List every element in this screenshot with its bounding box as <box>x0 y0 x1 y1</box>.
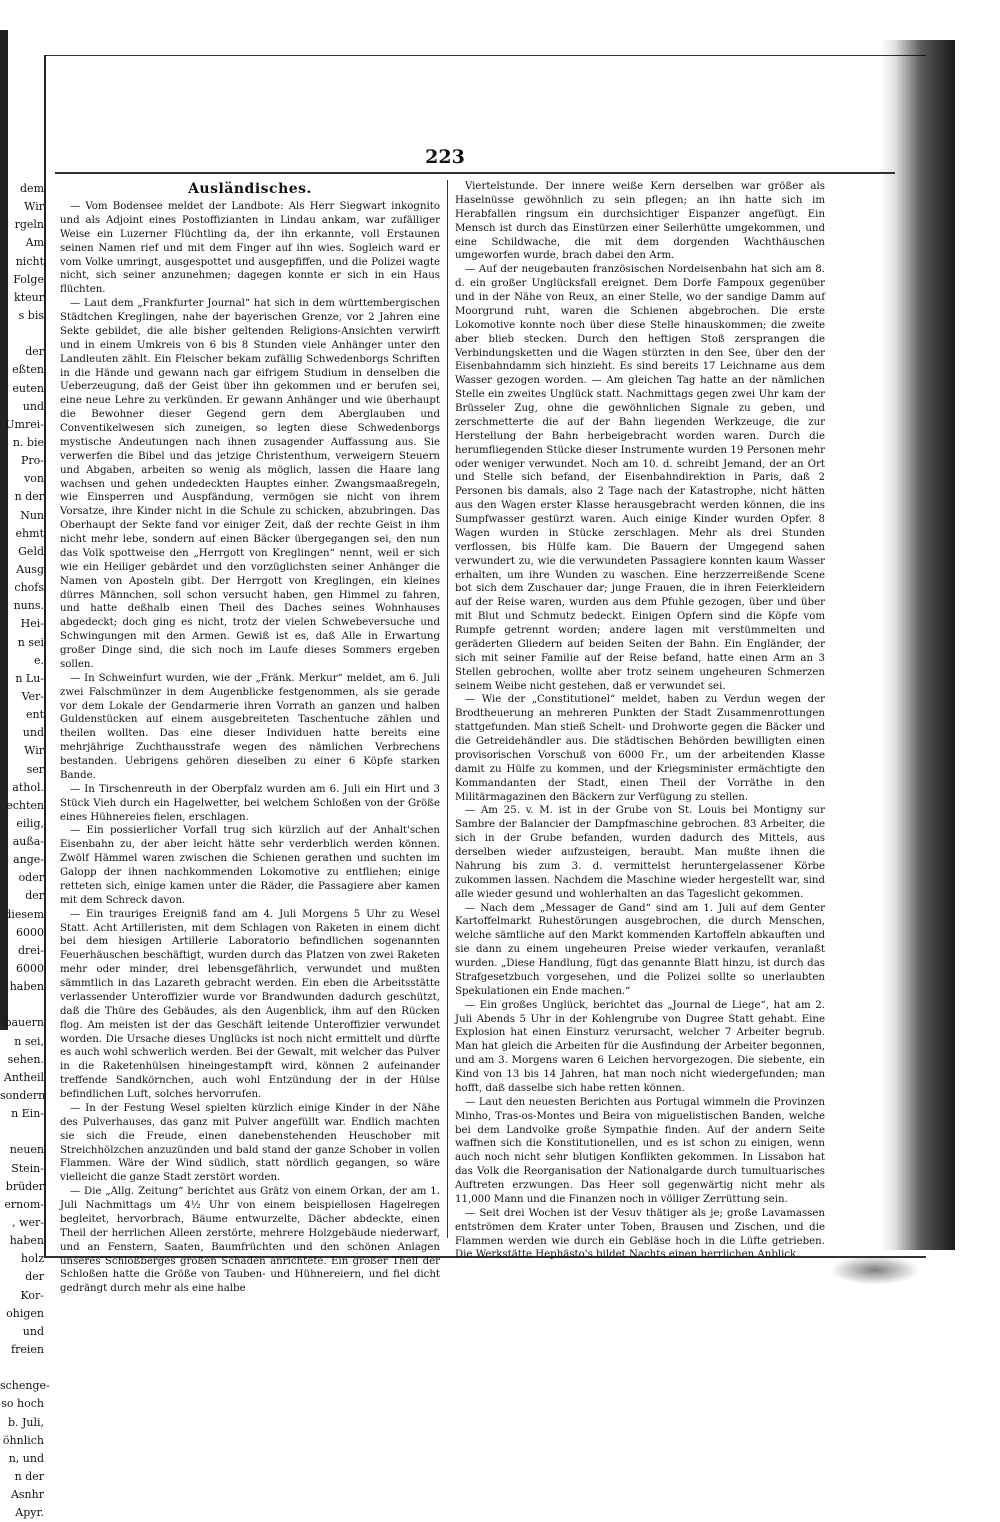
margin-fragment: Ausg <box>16 562 44 576</box>
margin-fragment: neuen <box>9 1143 44 1157</box>
margin-fragment: und <box>22 399 44 413</box>
margin-fragment: n Ein- <box>11 1107 44 1121</box>
margin-fragment: n, und <box>8 1451 44 1465</box>
margin-fragment: Pro- <box>21 454 44 468</box>
margin-fragment: bauern <box>4 1016 44 1030</box>
margin-fragment: Umrei- <box>5 417 44 431</box>
margin-fragment: euten <box>12 381 44 395</box>
margin-fragment: kteur <box>14 290 44 304</box>
margin-fragment: und <box>22 1324 44 1338</box>
column-divider <box>447 180 448 1238</box>
margin-fragment: ent <box>25 708 44 722</box>
margin-fragment <box>0 1359 44 1377</box>
margin-fragment: holz <box>20 1252 44 1266</box>
article-paragraph: — Laut den neuesten Berichten aus Portugal wimmeln die Provinzen Minho, Tras-os-Montes und Beira von miguelistischen Banden, welche bei dem Landvolke große Sympathie finden. Auf der andern Seite waffnen sich die Konstitutionellen, und es ist schon zu einigen, wenn auch noch nicht sehr blutigen Konflikten gekommen. In Lissabon hat das Volk die Reorganisation der Nationalgarde durch tumultuarisches Auftreten erzwungen. Das Heer soll gegenwärtig nicht mehr als 11,000 Mann und die Finanzen noch in völliger Zerrüttung sein. <box>455 1096 825 1205</box>
margin-fragment: brüder <box>5 1179 44 1193</box>
margin-fragment <box>0 1123 44 1141</box>
margin-fragment: oder <box>18 871 44 885</box>
margin-fragment <box>0 325 44 343</box>
margin-fragment: chofs <box>14 581 44 595</box>
header-rule <box>55 172 895 174</box>
margin-fragment: b. Juli, <box>7 1415 44 1429</box>
left-column <box>60 180 440 1295</box>
margin-fragment: Stein- <box>11 1161 44 1175</box>
margin-fragment: ohigen <box>6 1306 44 1320</box>
margin-fragment: athol. <box>12 780 44 794</box>
article-paragraph: — Ein possierlicher Vorfall trug sich kürzlich auf der Anhalt'schen Eisenbahn zu, der aber leicht hätte sehr verderblich werden können. Zwölf Hämmel waren zwischen die Schienen gerathen und suchten im Galopp der ihnen nachkommenden Lokomotive zu entfliehen; einige retteten sich, einige kamen unter die Räder, die Passagiere aber kamen mit dem Schreck davon. <box>60 825 440 906</box>
margin-fragment: Apyr. <box>15 1506 44 1520</box>
article-paragraph: — In Schweinfurt wurden, wie der „Fränk. Merkur“ meldet, am 6. Juli zwei Falschmünzer in dem Augenblicke festgenommen, als sie gerade vor dem Lokale der Gendarmerie ihren Vorrath an ganzen und halben Guldenstücken auf einem ausgebreiteten Taschentuche zählen und theilen wollten. Das eine dieser Individuen hatte bereits eine mehrjährige Zuchthausstrafe wegen des nämlichen Verbrechens bestanden. Uebrigens gehören dieselben zu einer 6 Köpfe starken Bande. <box>60 672 440 781</box>
adjacent-page-fragments <box>0 180 50 1520</box>
margin-fragment: von <box>24 472 44 486</box>
margin-fragment: s bis <box>18 308 44 322</box>
margin-fragment: eßten <box>12 363 44 377</box>
margin-fragment: Ver- <box>21 689 44 703</box>
article-paragraph: — Auf der neugebauten französischen Nordeisenbahn hat sich am 8. d. ein großer Unglücksfall ereignet. Dem Dorfe Fampoux gegenüber und in der Nähe von Reux, an einer Stelle, wo der sandige Damm auf Moorgrund ruht, waren die Schienen abgebrochen. Die erste Lokomotive konnte noch über diese Stelle hinauskommen; die zweite aber blieb stecken. Durch den heftigen Stoß zersprangen die Verbindungsketten und die Wagen stürzten in den See, über den der Eisenbahndamm sich hinzieht. Es sind bereits 17 Leichname aus dem Wasser gezogen worden. — Am gleichen Tag hatte an der nämlichen Stelle ein zweites Unglück statt. Nachmittags gegen zwei Uhr kam der Brüsseler Zug, ohne die gewöhnlichen Signale zu geben, und zerschmetterte die auf der Bahn liegenden Werkzeuge, die zur Herstellung der Bahn herbeigebracht worden waren. Durch die herumfliegenden Stücke dieser Instrumente wurden 19 Personen mehr oder weniger verwundet. Noch am 10. d. schreibt Jemand, der an Ort und Stelle sich befand, der Eisenbahndirektion in Paris, daß 2 Personen bis damals, also 2 Tage nach der Katastrophe, nicht hätten aus den Wagen erster Klasse herausgebracht werden können, die ins Sumpfwasser gestürzt waren. Auch einige Kinder wurden Opfer. 8 Wagen wurden in Stücke zerschlagen. Mehr als drei Stunden verflossen, bis Hülfe kam. Die Bauern der Umgegend sahen verwundert zu, wie die verwundeten Passagiere konnten kaum Wasser erhalten, um ihre Wunden zu waschen. Eine herzzerreißende Scene bot sich dem Zuschauer dar; junge Frauen, die in ihren Feierkleidern auf der Reise waren, wurden aus dem Pfuhle gezogen, über und über mit Blut und Schmutz bedeckt. Einigen Opfern sind die Köpfe vom Rumpfe getrennt worden; andere lagen mit verstümmelten und geräderten Gliedern auf beiden Seiten der Bahn. Ein Engländer, der sich mit seiner Familie auf der Reise befand, hatte einen Arm an 3 Stellen gebrochen, wollte aber trotz seinem ungeheuren Schmerzen seinem Weibe nicht gestehen, daß er verwundet sei. <box>455 264 825 692</box>
ink-stain <box>830 1255 920 1285</box>
article-paragraph: — Die „Allg. Zeitung“ berichtet aus Grätz von einem Orkan, der am 1. Juli Nachmittags um 4½ Uhr von einem beispiellosen Hagelregen begleitet, hervorbrach, Bäume entwurzelte, Dächer abdeckte, einen Theil der herrlichen Alleen zerstörte, mehrere Holzgebäude niederwarf, und an Fenstern, Saaten, Baumfrüchten und den schönen Anlagen unseres Schloßberges großen Schaden anrichtete. Ein großer Theil der Schloßen hatte die Größe von Tauben- und Hühnereiern, und fiel dicht gedrängt durch mehr als eine halbe <box>60 1186 440 1295</box>
margin-fragment: öhnlich <box>2 1433 44 1447</box>
margin-fragment: so hoch <box>1 1397 44 1411</box>
margin-fragment: Am <box>25 236 44 250</box>
margin-fragment: 6000 <box>16 925 44 939</box>
margin-fragment: schenge- <box>0 1379 50 1393</box>
margin-fragment: drei- <box>17 943 44 957</box>
margin-fragment: 6000 <box>16 962 44 976</box>
margin-fragment: nuns. <box>13 599 44 613</box>
margin-fragment: ange- <box>13 853 44 867</box>
margin-fragment: nicht <box>15 254 44 268</box>
margin-fragment: sondern <box>0 1089 46 1103</box>
section-title: Ausländisches. <box>188 181 312 197</box>
margin-fragment: Asnhr <box>10 1488 44 1502</box>
margin-fragment: Wir <box>24 744 44 758</box>
margin-fragment: der <box>25 889 44 903</box>
margin-fragment: diesem <box>4 907 44 921</box>
margin-fragment: Wir <box>24 200 44 214</box>
margin-fragment: ehmt <box>15 526 44 540</box>
margin-fragment: ser <box>26 762 44 776</box>
article-paragraph: Viertelstunde. Der innere weiße Kern derselben war größer als Haselnüsse gewöhnlich zu sein pflegen; an ihn hatte sich im Herabfallen ringsum ein durchsichtiger Eispanzer angefügt. Ein Mensch ist durch das Einstürzen einer Seilerhütte umgekommen, und eine Schildwache, die mit dem dorgenden Wachthäuschen umgeworfen wurde, brach dabei den Arm. <box>455 181 825 262</box>
margin-fragment: ernom- <box>4 1197 44 1211</box>
article-paragraph: — Ein großes Unglück, berichtet das „Journal de Liege“, hat am 2. Juli Abends 5 Uhr in der Kohlengrube von Dugree Statt gehabt. Eine Explosion hat einen Einsturz verursacht, welcher 7 Arbeiter begrub. Man hat gleich die Arbeiten für die Ausfindung der Arbeiter begonnen, und am 3. Morgens waren 6 Leichen hervorgezogen. Die siebente, ein Kind von 13 bis 14 Jahren, hat man noch nicht wiedergefunden; man hofft, daß dasselbe sich habe retten können. <box>455 999 825 1094</box>
margin-fragment: Folge <box>13 272 44 286</box>
margin-fragment: freien <box>11 1343 44 1356</box>
article-paragraph: — Nach dem „Messager de Gand“ sind am 1. Juli auf dem Genter Kartoffelmarkt Ruhestörungen ausgebrochen, die durch Menschen, welche sämtliche auf den Markt kommenden Kartoffeln abkauften und sie dann zu einem ungeheuren Preise wieder verkaufen, veranlaßt wurden. „Diese Handlung, fügt das genannte Blatt hinzu, ist durch das Strafgesetzbuch vorgesehen, und die Polizei sollte so unerlaubten Spekulationen ein Ende machen.“ <box>455 902 825 997</box>
article-paragraph: — Am 25. v. M. ist in der Grube von St. Louis bei Montigny sur Sambre der Balancier der Dampfmaschine gebrochen. 83 Arbeiter, die sich in der Grube befanden, wurden dadurch des Mittels, aus derselben wieder aufzusteigen, beraubt. Man mußte ihnen die Nahrung bis zum 3. d. vermittelst heruntergelassener Körbe zukommen lassen. Nachdem die Maschine wieder hergestellt war, sind alle wieder gesund und wohlerhalten an das Tageslicht gekommen. <box>455 805 825 900</box>
margin-fragment: n Lu- <box>15 671 44 685</box>
margin-fragment: haben <box>9 1234 44 1248</box>
article-paragraph: — In Tirschenreuth in der Oberpfalz wurden am 6. Juli ein Hirt und 3 Stück Vieh durch ein Hagelwetter, bei welchem Schloßen von der Größe eines Hühnereies fielen, erschlagen. <box>60 783 440 823</box>
margin-fragment: rgeln <box>14 218 44 232</box>
scan-shadow <box>880 40 955 1250</box>
margin-fragment: Nun <box>20 508 44 522</box>
margin-fragment: n der <box>14 490 44 504</box>
margin-fragment: Hei- <box>20 617 44 631</box>
article-paragraph: — Vom Bodensee meldet der Landbote: Als Herr Siegwart inkognito und als Adjoint eines Postoffizianten in Lindau ankam, war zufälliger Weise ein Luzerner Flüchtling da, der ihn erkannte, voll Erstaunen seinen Namen rief und mit dem Finger auf ihn wies. Sogleich ward er vom Volke umringt, ausgespottet und ausgepfiffen, und die Polizei wagte nicht, sich seiner anzunehmen; dagegen konnte er sich in ein Haus flüchten. <box>60 201 440 296</box>
margin-fragment: echten <box>6 798 44 812</box>
margin-fragment: eilig, <box>16 816 44 830</box>
margin-fragment: n. bie <box>12 435 44 449</box>
margin-fragment: dem <box>20 182 44 195</box>
margin-fragment: Kor- <box>20 1288 44 1302</box>
right-column <box>455 180 825 1261</box>
margin-fragment: n sei <box>17 635 44 649</box>
page-number: 223 <box>425 146 465 168</box>
margin-fragment <box>0 996 44 1014</box>
margin-fragment: sehen. <box>7 1052 44 1066</box>
margin-fragment: n sei, <box>14 1034 44 1048</box>
margin-fragment: n der <box>14 1469 44 1483</box>
article-paragraph: — In der Festung Wesel spielten kürzlich einige Kinder in der Nähe des Pulverhauses, das ganz mit Pulver angefüllt war. Endlich machten sie sich die Freude, einen danebenstehenden Heuschober mit Streichhölzchen anzuzünden und bald stand der ganze Schober in vollen Flammen. Wäre der Wind südlich, statt nördlich gegangen, so wäre vielleicht die ganze Stadt zerstört worden. <box>60 1102 440 1184</box>
margin-fragment: Geld <box>18 544 44 558</box>
margin-fragment: e. <box>33 653 44 667</box>
margin-fragment: und <box>22 726 44 740</box>
margin-fragment: der <box>25 1270 44 1284</box>
margin-fragment: außa- <box>12 835 44 849</box>
article-paragraph: — Ein trauriges Ereigniß fand am 4. Juli Morgens 5 Uhr zu Wesel Statt. Acht Artilleristen, mit dem Schlagen von Raketen in einem dicht bei dem hiesigen Artillerie Laboratorio befindlichen sogenannten Feuerhäuschen beschäftigt, wurden durch das Platzen von zwei Raketen mehr oder minder, drei lebensgefährlich, verwundet und mußten sämmtlich in das Lazareth gebracht werden. Ein eben die Arbeitsstätte verlassender Unteroffizier wurde vor Brandwunden dadurch geschützt, daß die Thüre des Gebäudes, als den Augenblick, ihm auf den Rücken flog. Am meisten ist der das Geschäft leitende Unteroffizier verwundet worden. Die Ursache dieses Unglücks ist noch nicht ermittelt und dürfte es auch wohl schwerlich werden. Bei der Gewalt, mit welcher das Pulver in die Raketenhülsen hineingestampft wird, können 2 aufeinander treffende Sandkörnchen, auch wohl Entzündung der in der Hülse befindlichen Luft, solches hervorrufen. <box>60 908 440 1100</box>
margin-fragment: Antheil <box>3 1070 44 1084</box>
margin-fragment: , wer- <box>12 1216 44 1230</box>
article-paragraph: — Laut dem „Frankfurter Journal“ hat sich in dem württembergischen Städtchen Kreglingen, nahe der bayerischen Grenze, vor 2 Jahren eine Sekte gebildet, die alle bisher geltenden Religions-Ansichten verwirft und in einem Umkreis von 6 bis 8 Stunden viele Anhänger unter den Landleuten zählt. Ein Fleischer bekam zufällig Schwedenborgs Schriften in die Hände und gewann nach gar eifrigem Studium in denselben die Ueberzeugung, daß der Geist über ihn gekommen und er berufen sei, eine neue Lehre zu verkünden. Er gewann Anhänger und wie überhaupt die Bewohner dieser Gegend gern dem Aberglauben und Conventikelwesen sich zuneigen, so legten diese Schwedenborgs mystische Andeutungen nach ihnen zusagender Auffassung aus. Sie verwerfen die Bibel und das jetzige Christenthum, verweigern Steuern und Abgaben, arbeiten so wenig als möglich, lassen die Haare lang wachsen und gehen undedeckten Hauptes einher. Zwangsmaaßregeln, wie Einsperren und Auspfändung, vermögen sie nicht von ihrem Vorsatze, ihre Kinder nicht in die Schule zu schicken, abzubringen. Das Oberhaupt der Sekte fand vor einiger Zeit, daß der rechte Geist in ihm nicht mehr lebe, sondern auf einen Bäcker übergegangen sei, den nun das Volk spottweise den „Herrgott von Kreglingen“ nennt, weil er sich wie ein Heiliger gebärdet und den vorzüglichsten seiner Anhänger die Namen von Aposteln gibt. Der Herrgott von Kreglingen, ein kleines dürres Männchen, soll schon versucht haben, gen Himmel zu fahren, und hatte deßhalb einen Theil des Daches seines Wohnhauses abgedeckt; doch ging es nicht, trotz der vielen Schwebeversuche und Schwingungen mit den Armen. Gewiß ist es, daß Alle in Erwartung großer Dinge sind, die sich noch im Laufe dieses Sommers ergeben sollen. <box>60 298 440 670</box>
margin-fragment: der <box>25 345 44 359</box>
margin-fragment: haben <box>9 980 44 994</box>
article-paragraph: — Seit drei Wochen ist der Vesuv thätiger als je; große Lavamassen entströmen dem Krater unter Toben, Brausen und Zischen, und die Flammen werden wie durch ein Gebläse hoch in die Lüfte getrieben. Die Werkstätte Hephästo's bildet Nachts einen herrlichen Anblick. <box>455 1207 825 1261</box>
article-paragraph: — Wie der „Constitutionel“ meldet, haben zu Verdun wegen der Brodtheuerung an mehreren Punkten der Stadt Zusammenrottungen stattgefunden. Man stieß Schelt- und Drohworte gegen die Bäcker und die Getreidehändler aus. Die städtischen Behörden bewilligten einen provisorischen Vorschuß von 6000 Fr., um der arbeitenden Klasse damit zu Hülfe zu kommen, und der Kriegsminister ermächtigte den Kommandanten der Stadt, einen Theil der Vorräthe in den Militärmagazinen den Bäckern zur Verfügung zu stellen. <box>455 694 825 803</box>
